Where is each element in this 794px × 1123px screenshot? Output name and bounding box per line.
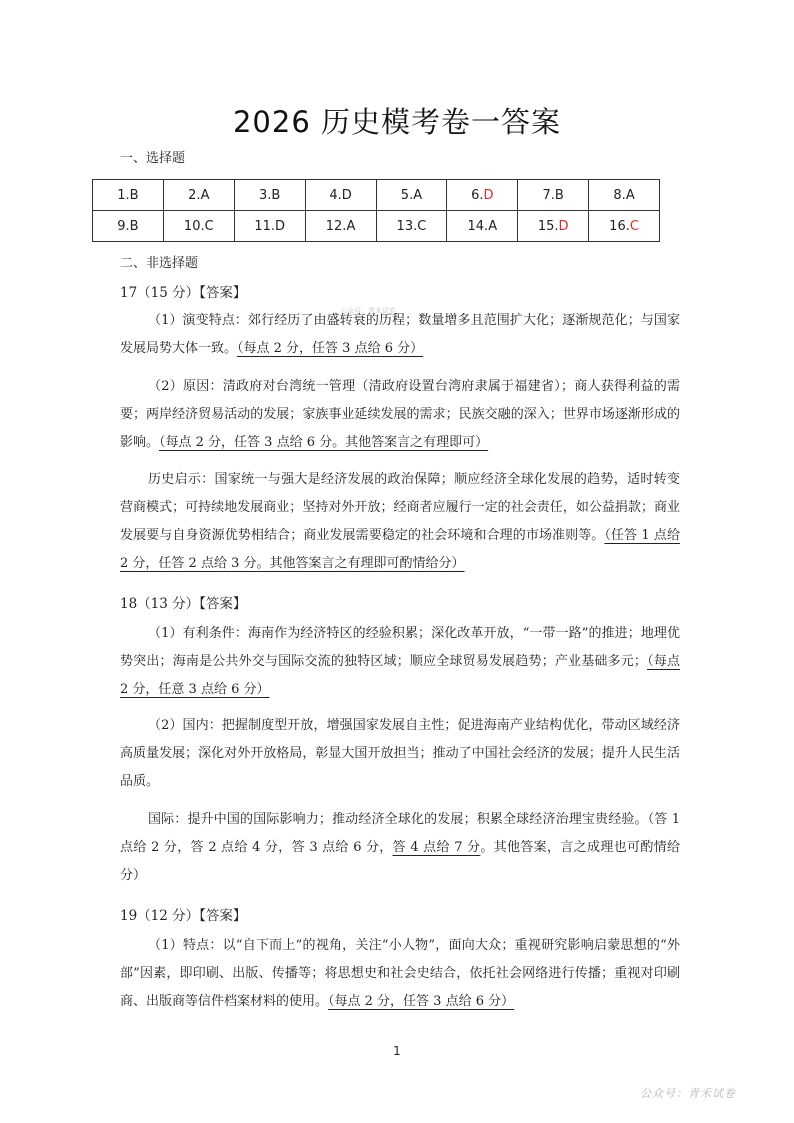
q18-answer-part2-domestic: （2）国内：把握制度型开放，增强国家发展自主性；促进海南产业结构优化，带动区域经济高质量发展；深化对外开放格局，彰显大国开放担当；推动了中国社会经济的发展；提升人民生活品质。 bbox=[120, 718, 680, 789]
watermark-text: 公众号：青禾试卷 bbox=[340, 307, 396, 315]
watermark-footer: 公众号：青禾试卷 bbox=[640, 1087, 736, 1100]
answer-cell: 2.A bbox=[163, 180, 234, 211]
answer-cell: 16.C bbox=[589, 211, 660, 242]
answer-cell: 6.D bbox=[447, 180, 518, 211]
corrected-answer: C bbox=[629, 218, 639, 234]
q17-answer-part2: （2）原因：清政府对台湾统一管理（清政府设置台湾府隶属于福建省）；商人获得利益的需要；两岸经济贸易活动的发展；家族事业延续发展的需求；民族交融的深入；世界市场逐渐形成的影响。（每点 2 分，任答 3 点给 6 分。其他答案言之有理即可） bbox=[120, 379, 680, 450]
q17-history-inspiration: 历史启示：国家统一与强大是经济发展的政治保障；顺应经济全球化发展的趋势，适时转变营商模式；可持续地发展商业；坚持对外开放；经商者应履行一定的社会责任，如公益捐款；商业发展要与自身资源优势相结合；商业发展需要稳定的社会环境和合理的市场准则等。（任答 1 点给 2 分，任答 2 点给 3 分。其他答案言之有理即可酌情给分） bbox=[120, 472, 680, 571]
answer-cell: 5.A bbox=[376, 180, 447, 211]
answer-cell: 9.B bbox=[93, 211, 164, 242]
section-multiple-choice-heading: 一、选择题 bbox=[120, 151, 186, 166]
answer-cell: 11.D bbox=[234, 211, 305, 242]
section-open-questions-heading: 二、非选择题 bbox=[120, 256, 199, 271]
answer-cell: 3.B bbox=[234, 180, 305, 211]
question-19-heading: 19（12 分）【答案】 bbox=[120, 908, 247, 924]
corrected-answer: D bbox=[483, 187, 494, 203]
answer-cell: 7.B bbox=[518, 180, 589, 211]
answer-cell: 1.B bbox=[93, 180, 164, 211]
page-title: 2026 历史模考卷一答案 bbox=[232, 105, 562, 139]
answer-cell: 8.A bbox=[589, 180, 660, 211]
page-number: 1 bbox=[393, 1044, 401, 1058]
answer-cell: 10.C bbox=[163, 211, 234, 242]
answer-cell: 15.D bbox=[518, 211, 589, 242]
q18-answer-part2-international: 国际：提升中国的国际影响力；推动经济全球化的发展；积累全球经济治理宝贵经验。（答 1 点给 2 分，答 2 点给 4 分，答 3 点给 6 分，答 4 点给 7 分。其他答案，言之成理也可酌情给分） bbox=[120, 812, 680, 883]
q18-answer-part1: （1）有利条件：海南作为经济特区的经验积累；深化改革开放，“一带一路”的推进；地理优势突出；海南是公共外交与国际交流的独特区域；顺应全球贸易发展趋势；产业基础多元；（每点 2 分，任意 3 点给 6 分） bbox=[120, 626, 680, 697]
answer-cell: 4.D bbox=[305, 180, 376, 211]
q19-answer-part1: （1）特点：以“自下而上”的视角，关注“小人物”，面向大众；重视研究影响启蒙思想的“外部”因素，即印刷、出版、传播等；将思想史和社会史结合，依托社会网络进行传播；重视对印刷商、出版商等信件档案材料的使用。（每点 2 分，任答 3 点给 6 分） bbox=[120, 938, 680, 1009]
answer-row-1 bbox=[93, 180, 660, 211]
q17-answer-part1: （1）演变特点：郊行经历了由盛转衰的历程；数量增多且范围扩大化；逐渐规范化；与国家发展局势大体一致。（每点 2 分，任答 3 点给 6 分） bbox=[120, 313, 680, 356]
question-18-heading: 18（13 分）【答案】 bbox=[120, 596, 247, 612]
answer-cell: 13.C bbox=[376, 211, 447, 242]
answer-cell: 12.A bbox=[305, 211, 376, 242]
answer-row-2 bbox=[93, 211, 660, 242]
question-17-heading: 17（15 分）【答案】 bbox=[120, 285, 247, 301]
corrected-answer: D bbox=[558, 218, 569, 234]
answer-cell: 14.A bbox=[447, 211, 518, 242]
answer-table bbox=[92, 179, 660, 242]
